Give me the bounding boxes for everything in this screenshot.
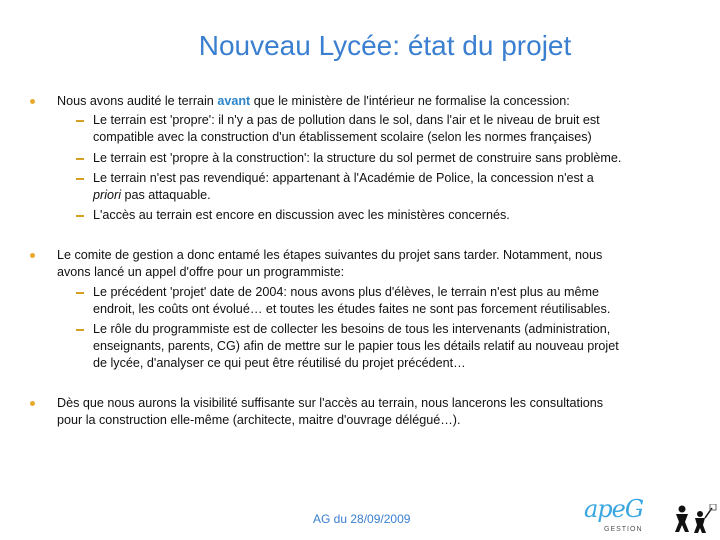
text: pas attaquable.	[121, 188, 211, 202]
text: que le ministère de l'intérieur ne formalise la concession:	[250, 94, 570, 108]
sub-item-line: Le terrain est 'propre': il n'y a pas de pollution dans le sol, dans l'air et le niveau de bruit est	[93, 113, 600, 127]
text: Nous avons audité le terrain	[57, 94, 218, 108]
sub-item-line	[93, 187, 211, 203]
dash-icon	[76, 120, 84, 122]
dash-icon	[76, 292, 84, 294]
bullet-icon	[30, 253, 35, 258]
sub-item-line: Le rôle du programmiste est de collecter les besoins de tous les intervenants (administration,	[93, 322, 611, 336]
sub-item-line: compatible avec la construction d'un établissement scolaire (selon les normes françaises)	[93, 130, 592, 144]
sub-item-line: Le terrain est 'propre à la construction': la structure du sol permet de construire sans problème.	[93, 151, 622, 165]
sub-item-line: enseignants, parents, CG) afin de mettre sur le papier tous les détails relatif au nouveau projet	[93, 339, 619, 353]
logo-subtext: GESTION	[604, 526, 643, 533]
bullet-line: pour la construction elle-même (architecte, maitre d'ouvrage délégué…).	[57, 413, 461, 427]
bullet-line: Dès que nous aurons la visibilité suffisante sur l'accès au terrain, nous lancerons les consultations	[57, 396, 604, 410]
logo-text: apeG	[584, 495, 644, 523]
emphasis-text: avant	[217, 94, 251, 108]
dash-icon	[76, 329, 84, 331]
bullet-1-text	[57, 93, 570, 109]
italic-text: priori	[93, 188, 121, 202]
dash-icon	[76, 215, 84, 217]
sub-item-line: endroit, les coûts ont évolué… et toutes les études faites ne sont pas forcement réutilisables.	[93, 302, 611, 316]
dash-icon	[76, 178, 84, 180]
children-icon	[672, 504, 718, 534]
sub-item-line: Le terrain n'est pas revendiqué: appartenant à l'Académie de Police, la concession n'est a	[93, 171, 594, 185]
dash-icon	[76, 158, 84, 160]
apeg-logo	[580, 496, 720, 540]
slide-title: Nouveau Lycée: état du projet	[198, 30, 572, 61]
bullet-icon	[30, 401, 35, 406]
footer-date: AG du 28/09/2009	[313, 512, 411, 526]
sub-item-line: de lycée, d'analyser ce qui peut être réutilisé du projet précédent…	[93, 356, 466, 370]
sub-item-line: Le précédent 'projet' date de 2004: nous avons plus d'élèves, le terrain n'est plus au même	[93, 285, 599, 299]
bullet-line: avons lancé un appel d'offre pour un programmiste:	[57, 265, 345, 279]
sub-item-line: L'accès au terrain est encore en discussion avec les ministères concernés.	[93, 208, 510, 222]
bullet-icon	[30, 99, 35, 104]
bullet-line: Le comite de gestion a donc entamé les étapes suivantes du projet sans tarder. Notamment, nous	[57, 248, 603, 262]
